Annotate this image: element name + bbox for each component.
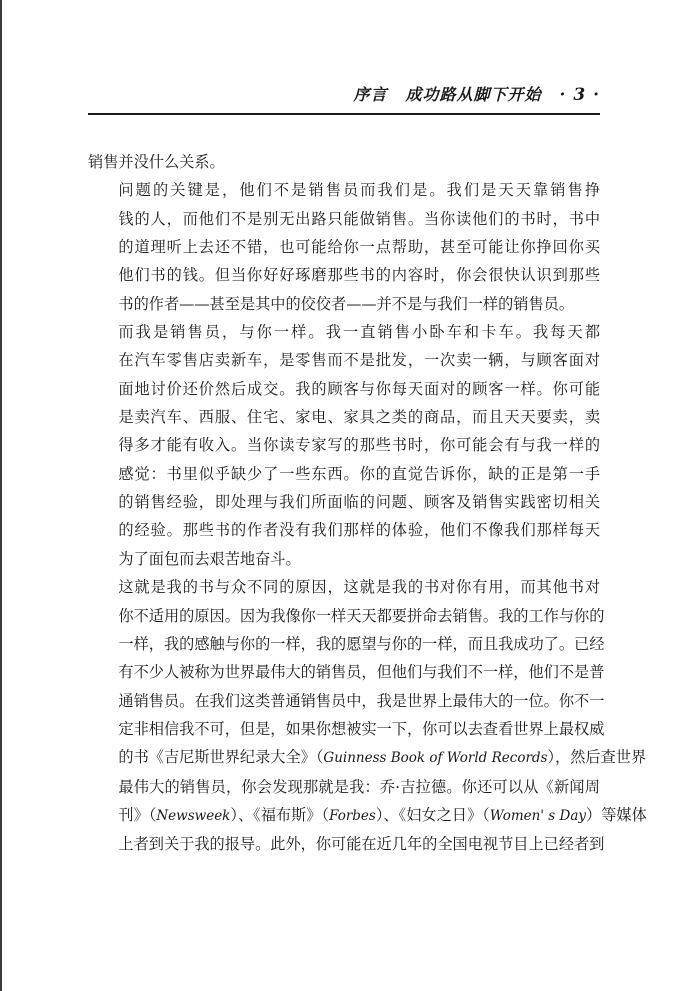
text-line: 定非相信我不可，但是，如果你想被实一下，你可以去查看世界上最权威 [118, 719, 605, 738]
english-title-forbes: Forbes [329, 807, 376, 824]
body-text [88, 148, 647, 859]
paragraph-4 [88, 573, 647, 858]
text-line: 是卖汽车、西服、住宅、家电、家具之类的商品，而且天天要卖，卖 [118, 408, 600, 427]
text-line: 问题的关键是，他们不是销售员而我们是。我们是天天靠销售挣 [118, 181, 600, 200]
text-line: 你不适用的原因。因为我像你一样天天都要拼命去销售。我的工作与你的 [118, 606, 605, 625]
text-line: 得多才能有收入。当你读专家写的那些书时，你可能会有与我一样的 [118, 436, 600, 455]
page-edge-border [0, 0, 2, 991]
paragraph-2 [88, 176, 600, 318]
text-line: 上者到关于我的报导。此外，你可能在近几年的全国电视节目上已经者到 [118, 835, 605, 854]
text-line: 销售并没什么关系。 [88, 153, 225, 171]
text-line: 的销售经验，即处理与我们所面临的问题、顾客及销售实践密切相关 [118, 493, 600, 512]
text-line: 钱的人，而他们不是别无出路只能做销售。当你读他们的书时，书中 [118, 209, 600, 228]
header-rule [88, 113, 600, 115]
text-line: 一样，我的感触与你的一样，我的愿望与你的一样，而且我成功了。已经 [118, 634, 605, 653]
english-title-womens-day: Women' s Day [489, 807, 587, 824]
english-title-newsweek: Newsweek [156, 807, 231, 824]
text-line: 这就是我的书与众不同的原因，这就是我的书对你有用，而其他书对 [118, 578, 600, 597]
text-line-mixed: 的书《吉尼斯世界纪录大全》（Guinness Book of World Records），然后查世界 [118, 748, 647, 767]
text-line: 有不少人被称为世界最伟大的销售员，但他们与我们不一样，他们不是普 [118, 663, 605, 682]
text-line: 而我是销售员，与你一样。我一直销售小卧车和卡车。我每天都 [118, 323, 600, 342]
header-text [353, 82, 600, 105]
paragraph-3 [88, 318, 600, 573]
text-line: 通销售员。在我们这类普通销售员中，我是世界上最伟大的一位。你不一 [118, 691, 605, 710]
text-line: 面地讨价还价然后成交。我的顾客与你每天面对的顾客一样。你可能 [118, 379, 600, 398]
english-title-guinness: Guinness Book of World Records [323, 750, 548, 767]
text-line: 的经验。那些书的作者没有我们那样的体验，他们不像我们那样每天 [118, 521, 600, 540]
text-line: 感觉：书里似乎缺少了一些东西。你的直觉告诉你，缺的正是第一手 [118, 464, 600, 483]
page-number: · 3 · [559, 85, 600, 105]
text-line: 在汽车零售店卖新车，是零售而不是批发，一次卖一辆，与顾客面对 [118, 351, 600, 370]
header-section: 序言 [353, 85, 388, 104]
running-header [88, 82, 600, 108]
header-title: 成功路从脚下开始 [405, 85, 542, 104]
text-line: 为了面包而去艰苦地奋斗。 [118, 549, 301, 568]
text-line: 的道理听上去还不错，也可能给你一点帮助，甚至可能让你挣回你买 [118, 238, 600, 257]
text-line: 书的作者——甚至是其中的佼佼者——并不是与我们一样的销售员。 [118, 294, 575, 313]
text-line-mixed: 刊》（Newsweek）、《福布斯》（Forbes）、《妇女之日》（Women' s Day）等媒体 [118, 805, 647, 824]
text-line: 他们书的钱。但当你好好琢磨那些书的内容时，你会很快认识到那些 [118, 266, 600, 285]
paragraph-1 [88, 148, 600, 176]
text-line: 最伟大的销售员，你会发现那就是我：乔·吉拉德。你还可以从《新闻周 [118, 777, 600, 796]
